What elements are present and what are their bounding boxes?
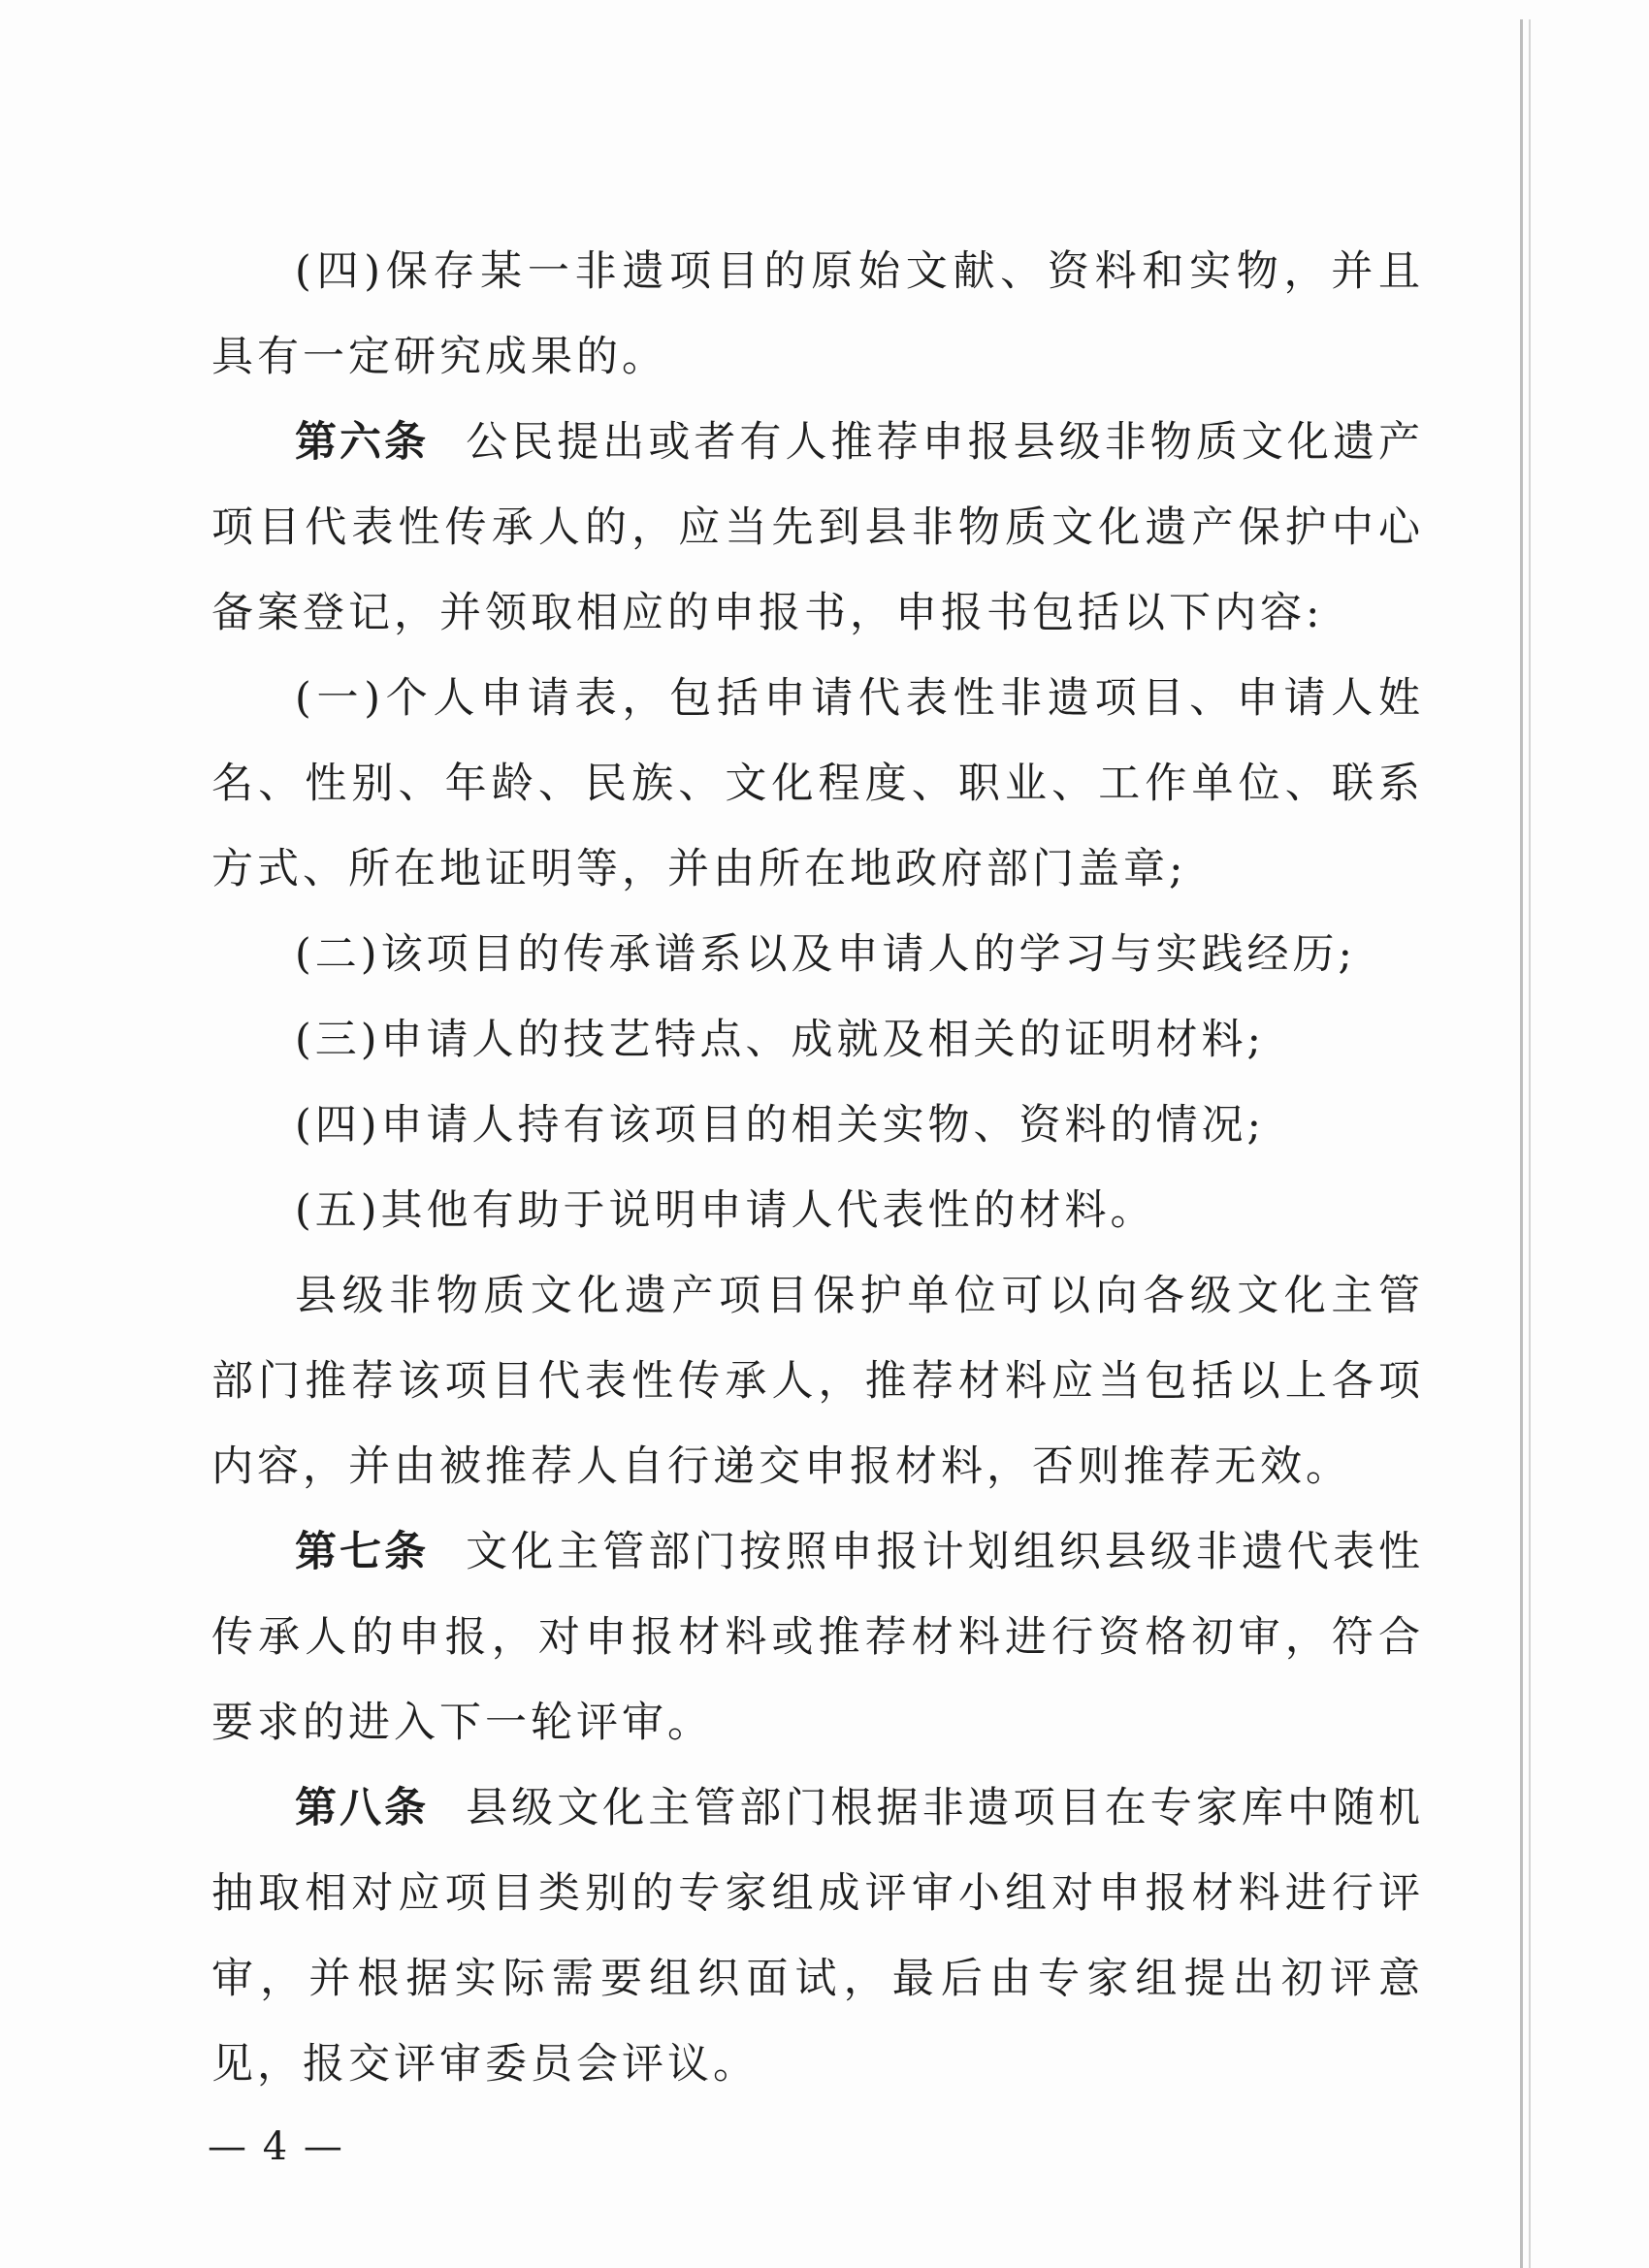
article-six — [211, 400, 1424, 656]
list-item-four — [211, 1083, 1424, 1168]
paragraph-text: (一)个人申请表，包括申请代表性非遗项目、申请人姓名、性别、年龄、民族、文化程度、职业、工作单位、联系方式、所在地证明等，并由所在地政府部门盖章; — [211, 674, 1424, 893]
article-heading: 第七条 — [295, 1528, 430, 1576]
article-eight — [211, 1766, 1424, 2107]
paragraph-text: (五)其他有助于说明申请人代表性的材料。 — [295, 1186, 1156, 1235]
article-seven — [211, 1509, 1424, 1766]
list-item-one — [211, 656, 1424, 912]
article-heading: 第六条 — [295, 418, 430, 467]
list-item-two — [211, 912, 1424, 997]
paragraph-text: (二)该项目的传承谱系以及申请人的学习与实践经历; — [295, 930, 1357, 979]
article-heading: 第八条 — [295, 1784, 430, 1832]
document-body — [211, 229, 1424, 2107]
paragraph-text: (四)保存某一非遗项目的原始文献、资料和实物，并且具有一定研究成果的。 — [211, 247, 1424, 381]
paragraph-text: (三)申请人的技艺特点、成就及相关的证明材料; — [295, 1016, 1266, 1064]
paragraph-text: (四)申请人持有该项目的相关实物、资料的情况; — [295, 1101, 1266, 1150]
paragraph-text: 县级文化主管部门根据非遗项目在专家库中随机抽取相对应项目类别的专家组成评审小组对申报材料进行评审，并根据实际需要组织面试，最后由专家组提出初评意见，报交评审委员会评议。 — [211, 1784, 1425, 2089]
scan-edge-line-inner — [1529, 19, 1531, 2268]
list-item-three — [211, 997, 1424, 1083]
paragraph-item-four-preserve — [211, 229, 1424, 400]
paragraph-protection-unit — [211, 1253, 1424, 1509]
list-item-five — [211, 1168, 1424, 1253]
paragraph-text: 县级非物质文化遗产项目保护单位可以向各级文化主管部门推荐该项目代表性传承人，推荐材料应当包括以上各项内容，并由被推荐人自行递交申报材料，否则推荐无效。 — [211, 1272, 1424, 1491]
paragraph-text: 公民提出或者有人推荐申报县级非物质文化遗产项目代表性传承人的，应当先到县非物质文化遗产保护中心备案登记，并领取相应的申报书，申报书包括以下内容: — [211, 418, 1425, 637]
scan-edge-line — [1520, 19, 1523, 2268]
paragraph-text: 文化主管部门按照申报计划组织县级非遗代表性传承人的申报，对申报材料或推荐材料进行资格初审，符合要求的进入下一轮评审。 — [211, 1528, 1425, 1747]
page-number: — 4 — — [208, 2124, 344, 2169]
